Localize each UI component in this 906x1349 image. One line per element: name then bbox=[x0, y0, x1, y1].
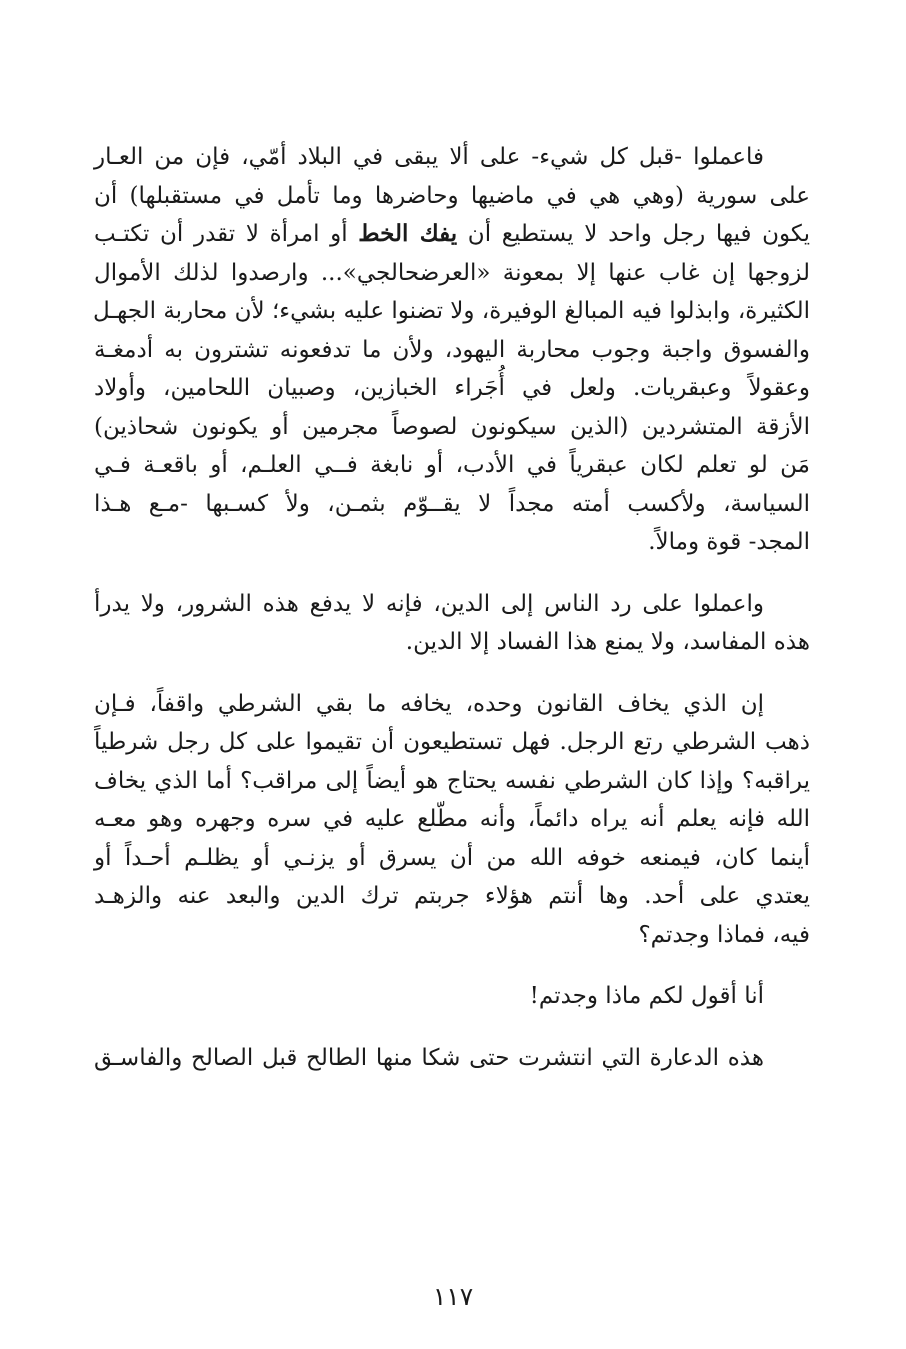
text-line: فاعملوا -قبل كل شيء- على ألا يبقى في البلاد أمّي، فإن من العـار bbox=[94, 144, 764, 170]
text-line: هذه الدعارة التي انتشرت حتى شكا منها الطالح قبل الصالح والفاسـق bbox=[94, 1044, 764, 1071]
text-line bbox=[94, 215, 810, 254]
text-line: ذهب الشرطي رتع الرجل. فهل تستطيعون أن تقيموا على كل رجل شرطياً bbox=[94, 729, 810, 755]
text-line: والفسوق واجبة وجوب محاربة اليهود، ولأن ما تدفعونه تشترون به أدمغـة bbox=[94, 336, 810, 363]
text-line: السياسة، ولأكسب أمته مجداً لا يقــوّم بثمـن، ولأ كسـبها -مـع هـذا bbox=[94, 490, 810, 517]
paragraph-4 bbox=[94, 977, 810, 1016]
text-line: فيه، فماذا وجدتم؟ bbox=[638, 921, 810, 948]
page-number: ١١٧ bbox=[432, 1282, 474, 1311]
text-line: إن الذي يخاف القانون وحده، يخافه ما بقي الشرطي واقفاً، فـإن bbox=[94, 690, 764, 717]
text-line: الله فإنه يعلم أنه يراه دائماً، وأنه مطّلع عليه في سره وجهره وهو معـه bbox=[94, 806, 810, 832]
paragraph-2 bbox=[94, 585, 810, 662]
paragraph-3 bbox=[94, 685, 810, 955]
text-line: يراقبه؟ وإذا كان الشرطي نفسه يحتاج هو أيضاً إلى مراقب؟ أما الذي يخاف bbox=[94, 767, 810, 794]
text-line: أينما كان، فيمنعه خوفه الله من أن يسرق أو يزنـي أو يظلـم أحـداً أو bbox=[94, 844, 810, 871]
text-line: وعقولاً وعبقريات. ولعل في أُجَراء الخبازين، وصبيان اللحامين، وأولاد bbox=[94, 375, 810, 401]
text-line: على سورية (وهي هي في ماضيها وحاضرها وما تأمل في مستقبلها) أن bbox=[94, 182, 810, 209]
paragraph-1 bbox=[94, 138, 810, 562]
page-body bbox=[94, 138, 810, 1077]
text-segment: أو امرأة لا تقدر أن تكتـب bbox=[94, 221, 359, 247]
text-line: لزوجها إن غاب عنها إلا بمعونة «العرضحالجي»... وارصدوا لذلك الأموال bbox=[94, 259, 810, 286]
text-line: المجد- قوة ومالاً. bbox=[648, 529, 810, 555]
bold-phrase: يفك الخط bbox=[358, 220, 458, 247]
text-line: الأزقة المتشردين (الذين سيكونون لصوصاً مجرمين أو يكونون شحاذين) bbox=[94, 413, 810, 440]
text-line: واعملوا على رد الناس إلى الدين، فإنه لا يدفع هذه الشرور، ولا يدرأ bbox=[94, 590, 764, 617]
text-line: مَن لو تعلم لكان عبقرياً في الأدب، أو نابغة فــي العلـم، أو باقعـة فـي bbox=[94, 452, 810, 478]
text-segment: يكون فيها رجل واحد لا يستطيع أن bbox=[457, 221, 811, 247]
text-line: أنا أقول لكم ماذا وجدتم! bbox=[529, 983, 764, 1009]
text-line: هذه المفاسد، ولا يمنع هذا الفساد إلا الدين. bbox=[405, 629, 810, 655]
paragraph-5 bbox=[94, 1039, 810, 1078]
text-line: يعتدي على أحد. وها أنتم هؤلاء جربتم ترك الدين والبعد عنه والزهـد bbox=[94, 883, 810, 909]
text-line: الكثيرة، وابذلوا فيه المبالغ الوفيرة، ولا تضنوا عليه بشيء؛ لأن محاربة الجهـل bbox=[93, 298, 810, 324]
